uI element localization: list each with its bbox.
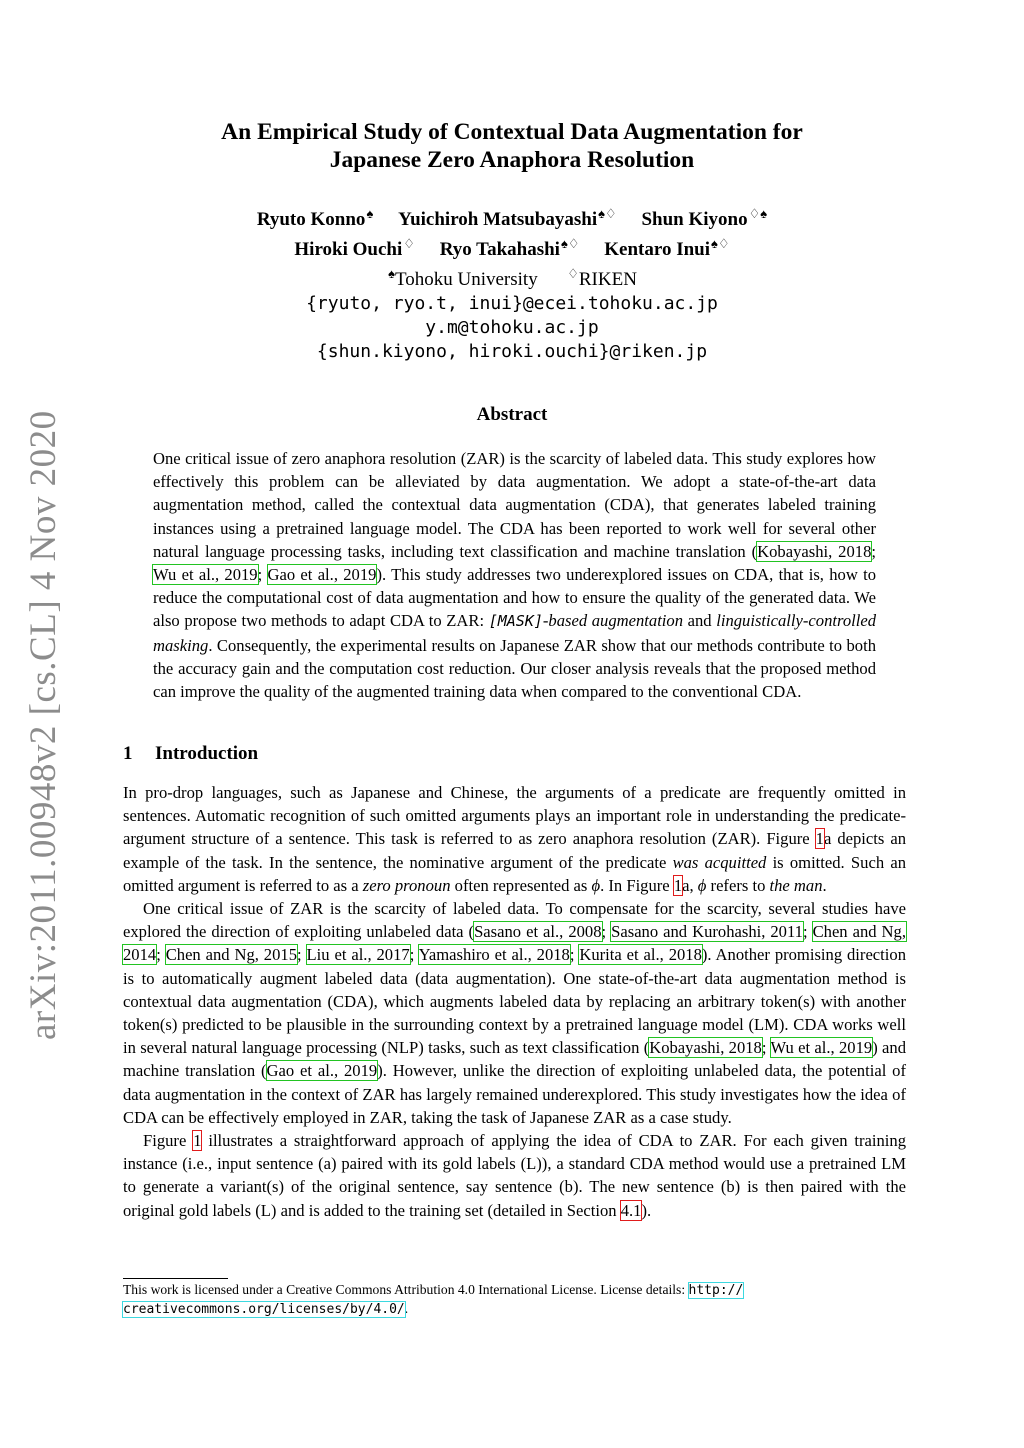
figure-reference-link[interactable]: 1 — [193, 1131, 202, 1151]
author-line-1 — [0, 202, 1024, 232]
title-line-2: Japanese Zero Anaphora Resolution — [329, 147, 695, 173]
author-name: Yuichiroh Matsubayashi♠♢ — [398, 206, 617, 230]
paragraph: In pro-drop languages, such as Japanese and Chinese, the arguments of a predicate are frequently omitted in sentences. Automatic recognition of such omitted arguments plays an important role in understanding the predicate-argument structure of a sentence. This task is referred to as zero anaphora resolution (ZAR). Figure 1a depicts an example of the task. In the sentence, the nominative argument of the predicate was acquitted is omitted. Such an omitted argument is referred to as a zero pronoun often represented as ϕ. In Figure 1a, ϕ refers to the man. — [123, 783, 906, 895]
license-url-link[interactable]: http:// — [688, 1283, 744, 1298]
section-number: 1 — [123, 743, 133, 764]
mask-token: [MASK] — [488, 612, 543, 631]
citation-link[interactable]: Wu et al., 2019 — [153, 565, 258, 585]
affiliations: ♠Tohoku University ♢RIKEN — [388, 266, 637, 290]
footnote-divider — [123, 1278, 228, 1279]
citation-link[interactable]: Kobayashi, 2018 — [649, 1038, 762, 1058]
citation-link[interactable]: Liu et al., 2017 — [306, 945, 410, 965]
license-footnote: This work is licensed under a Creative Commons Attribution 4.0 International License. License details: http:// creativecommons.org/licenses/by/4.0/. — [123, 1282, 744, 1317]
citation-link[interactable]: Kobayashi, 2018 — [757, 541, 872, 561]
paragraph: One critical issue of ZAR is the scarcity of labeled data. To compensate for the scarcity, several studies have explored the direction of exploiting unlabeled data (Sasano et al., 2008; Sasano and Kurohashi, 2011; Chen and Ng, 2014; Chen and Ng, 2015; Liu et al., 2017; Yamashiro et al., 2018; Kurita et al., 2018). Another promising direction is to automatically augment labeled data (data augmentation). One state-of-the-art data augmentation method is contextual data augmentation (CDA), which augments labeled data by replacing an arbitrary token(s) with another token(s) predicted to be plausible in the surrounding context by a pretrained language model (LM). CDA works well in several natural language processing (NLP) tasks, such as text classification (Kobayashi, 2018; Wu et al., 2019) and machine translation (Gao et al., 2019). However, unlike the direction of exploiting unlabeled data, the potential of data augmentation in the context of ZAR has largely remained underexplored. This study investigates how the idea of CDA can be effectively employed in ZAR, taking the task of Japanese ZAR as a case study. — [123, 899, 906, 1127]
affiliation-riken: RIKEN — [578, 269, 637, 290]
citation-link[interactable]: Kurita et al., 2018 — [579, 945, 702, 965]
email-line-2: y.m@tohoku.ac.jp — [425, 317, 599, 338]
author-line-2 — [0, 232, 1024, 262]
author-name: Ryo Takahashi♠♢ — [439, 236, 580, 260]
section-heading-introduction — [123, 743, 258, 765]
author-name: Shun Kiyono♢♠ — [641, 206, 768, 230]
arxiv-identifier-stamp: arXiv:2011.00948v2 [cs.CL] 4 Nov 2020 — [23, 410, 64, 1040]
paper-title — [0, 118, 1024, 174]
citation-link[interactable]: Gao et al., 2019 — [267, 565, 377, 585]
author-name: Kentaro Inui♠♢ — [604, 236, 730, 260]
paragraph: Figure 1 illustrates a straightforward approach of applying the idea of CDA to ZAR. For each given training instance (i.e., input sentence (a) paired with its gold labels (L)), a standard CDA method would use a pretrained LM to generate a variant(s) of the original sentence, say sentence (b). The new sentence (b) is then paired with the original gold labels (L) and is added to the training set (detailed in Section 4.1). — [123, 1131, 906, 1220]
section-reference-link[interactable]: 4.1 — [620, 1200, 642, 1220]
license-url-link[interactable]: creativecommons.org/licenses/by/4.0/ — [123, 1302, 405, 1317]
email-line-1: {ryuto, ryo.t, inui}@ecei.tohoku.ac.jp — [306, 293, 718, 314]
citation-link[interactable]: Yamashiro et al., 2018 — [418, 945, 570, 965]
citation-link[interactable]: Wu et al., 2019 — [770, 1038, 873, 1058]
figure-reference-link[interactable]: 1 — [673, 875, 683, 895]
author-name: Hiroki Ouchi♢ — [294, 236, 415, 260]
citation-link[interactable]: Chen and Ng, 2014 — [123, 922, 906, 965]
section-title: Introduction — [155, 743, 259, 764]
introduction-text — [123, 781, 906, 1222]
figure-reference-link[interactable]: 1 — [815, 829, 824, 849]
citation-link[interactable]: Sasano et al., 2008 — [474, 922, 602, 942]
citation-link[interactable]: Chen and Ng, 2015 — [165, 945, 297, 965]
affiliation-tohoku: Tohoku University — [394, 269, 538, 290]
citation-link[interactable]: Gao et al., 2019 — [266, 1061, 378, 1081]
author-block — [0, 202, 1024, 364]
abstract-text: One critical issue of zero anaphora resolution (ZAR) is the scarcity of labeled data. This study explores how effectively this problem can be alleviated by data augmentation. We adopt a state-of-the-art data augmentation method, called the contextual data augmentation (CDA), that generates labeled training instances using a pretrained language model. The CDA has been reported to work well for several other natural language processing tasks, including text classification and machine translation (Kobayashi, 2018; Wu et al., 2019; Gao et al., 2019). This study addresses two underexplored issues on CDA, that is, how to reduce the computational cost of data augmentation and how to ensure the quality of the generated data. We also propose two methods to adapt CDA to ZAR: [MASK]-based augmentation and linguistically-controlled masking. Consequently, the experimental results on Japanese ZAR show that our methods contribute to both the accuracy gain and the computation cost reduction. Our closer analysis reveals that the proposed method can improve the quality of the augmented training data when compared to the conventional CDA. — [153, 449, 877, 702]
title-line-1: An Empirical Study of Contextual Data Augmentation for — [221, 119, 803, 145]
abstract-heading: Abstract — [476, 404, 548, 425]
email-line-3: {shun.kiyono, hiroki.ouchi}@riken.jp — [316, 341, 708, 362]
author-name: Ryuto Konno♠ — [256, 206, 374, 230]
citation-link[interactable]: Sasano and Kurohashi, 2011 — [611, 922, 803, 942]
